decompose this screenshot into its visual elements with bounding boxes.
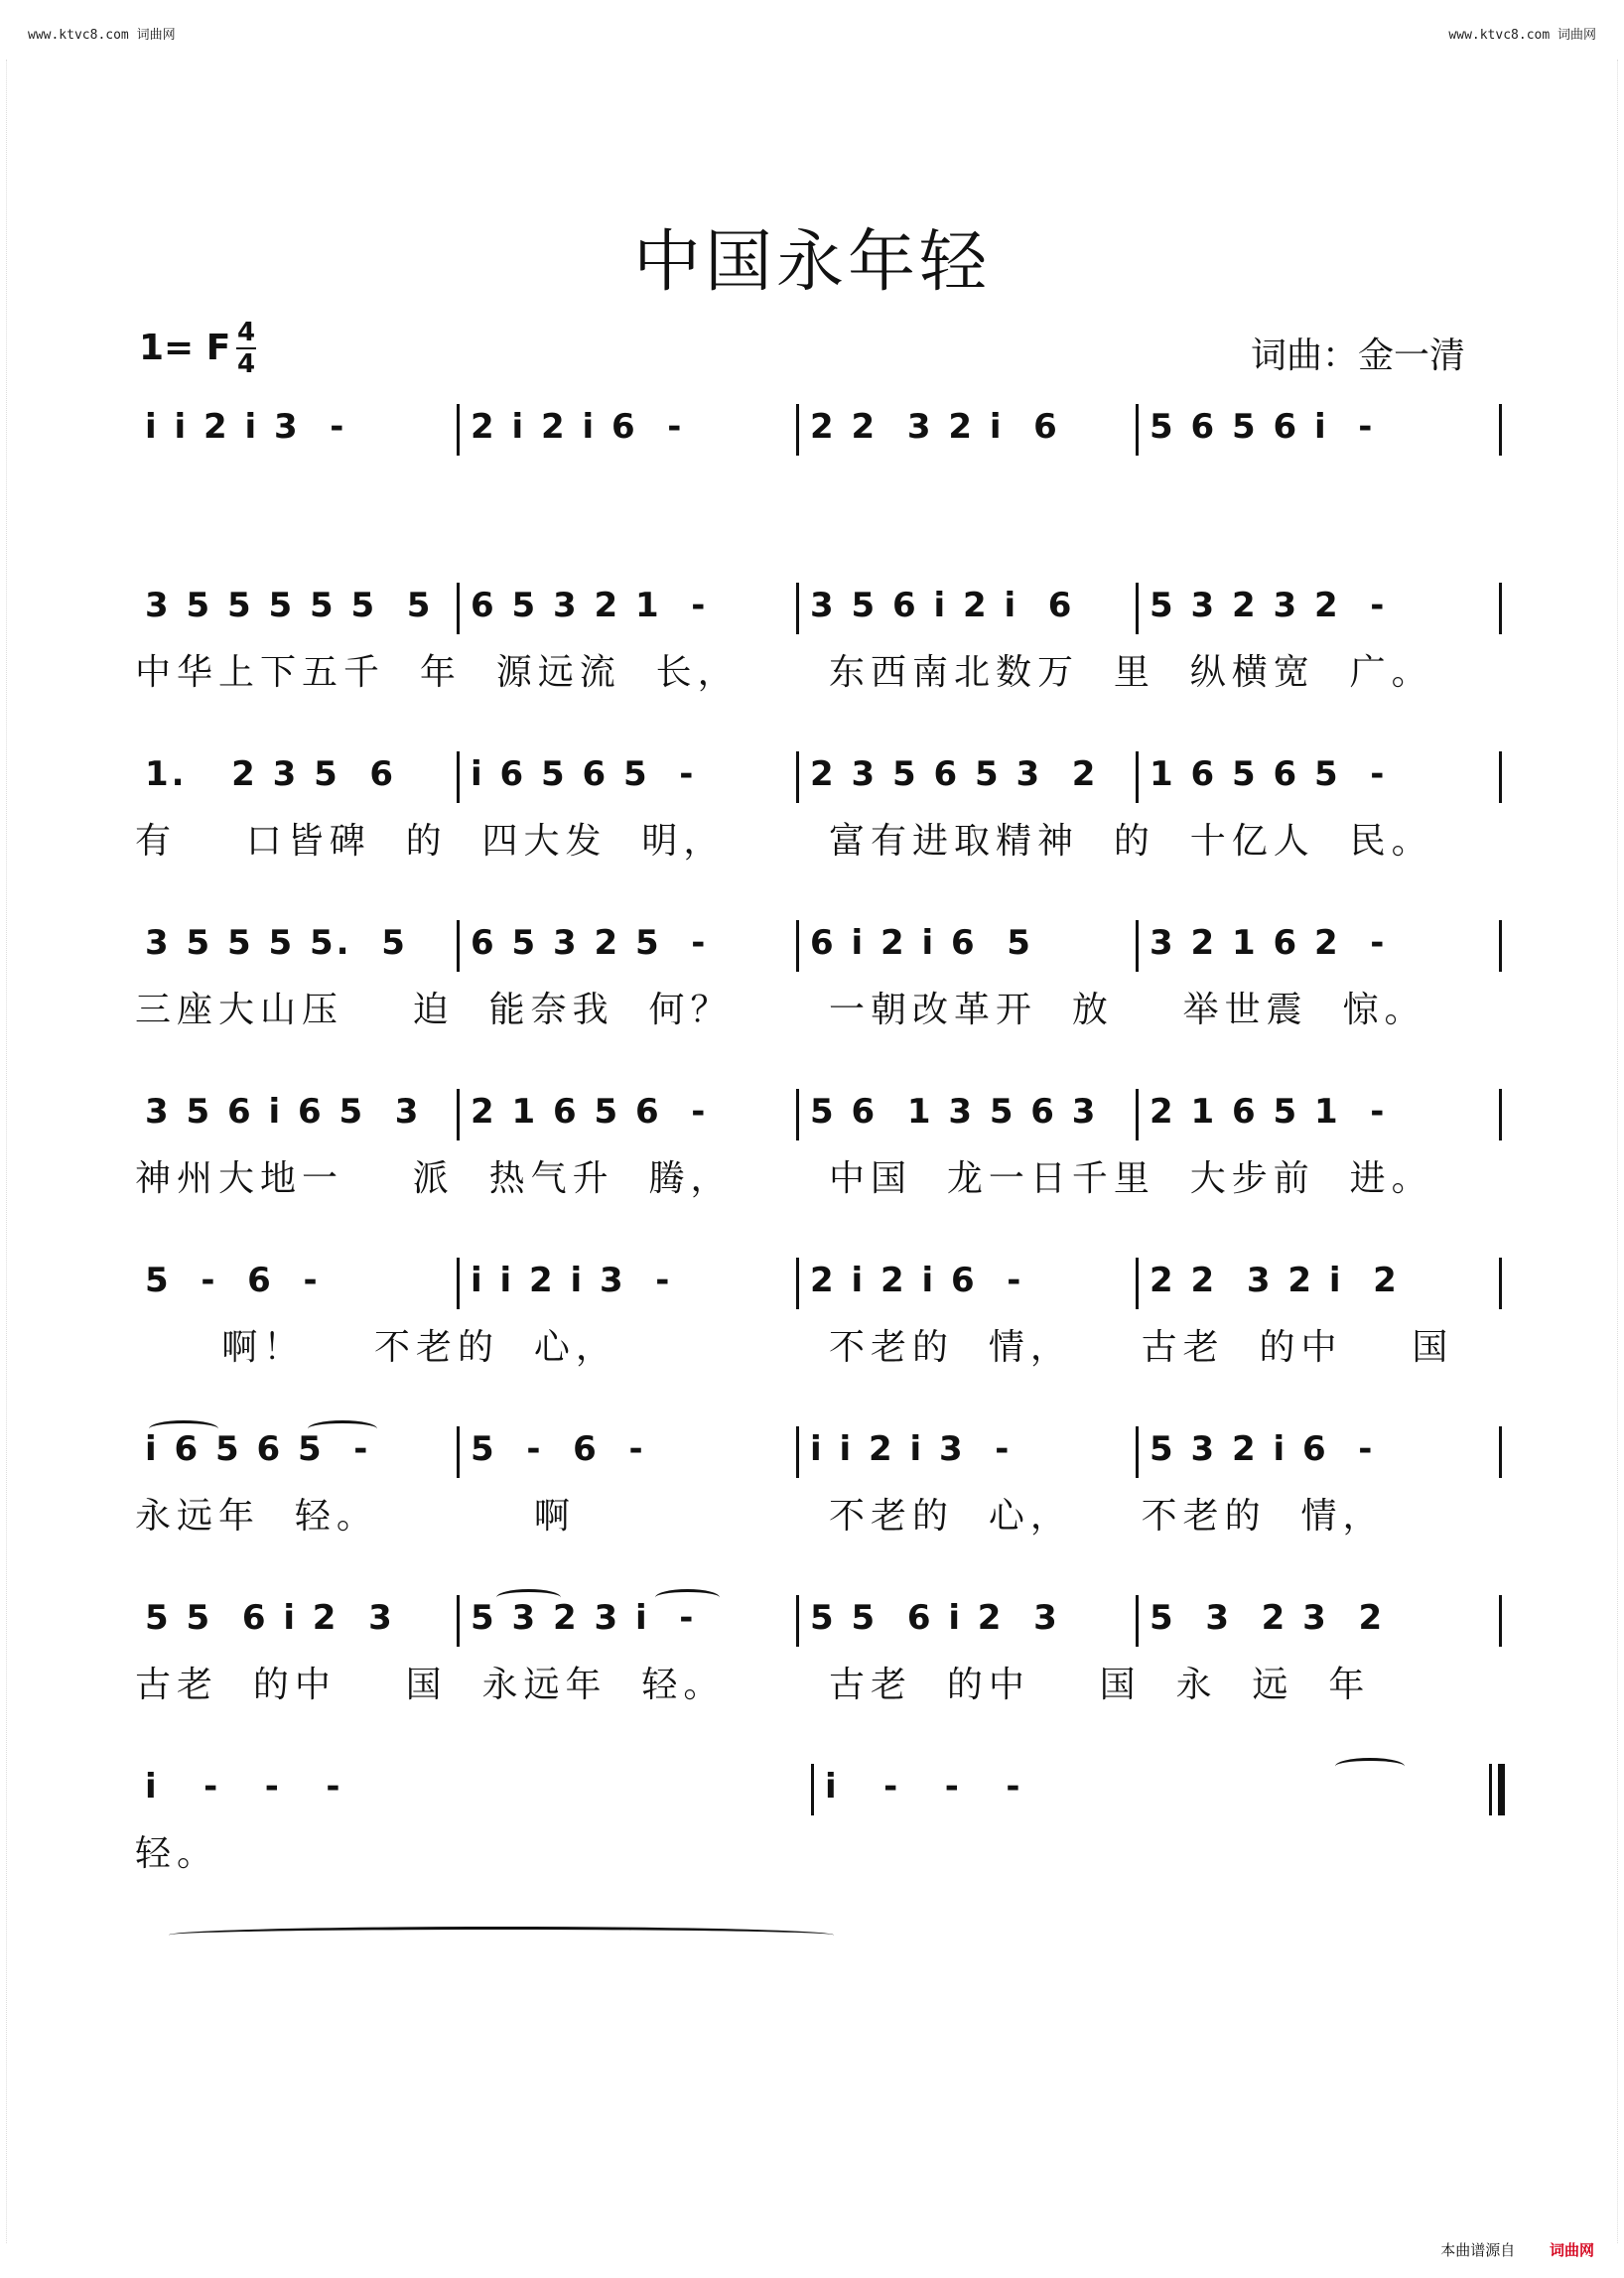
tie-arc — [496, 1589, 561, 1606]
tie-arc — [169, 1927, 834, 1943]
barline — [796, 1595, 799, 1647]
measure-notes: 5 3 2 i 6 - — [1150, 1429, 1376, 1469]
lyric-phrase: 不老的 心， 不老的 情， — [829, 1496, 1385, 1537]
final-barline — [1489, 1764, 1505, 1815]
measure — [1150, 1583, 1385, 1653]
notation-row — [139, 392, 1499, 462]
measure — [1150, 1246, 1400, 1315]
barline — [457, 583, 460, 634]
measure — [471, 392, 684, 462]
lyrics-row — [135, 978, 1499, 1037]
footer — [1440, 2239, 1594, 2260]
barline — [457, 1258, 460, 1309]
measure — [145, 1246, 321, 1315]
measure — [145, 1583, 395, 1653]
measure — [1150, 739, 1387, 809]
notation-row — [139, 739, 1499, 809]
lyrics-row — [135, 1653, 1499, 1712]
measure-notes: 5 5 6 i 2 3 — [810, 1598, 1060, 1638]
composer-credit: 词曲：金一清 — [1251, 335, 1466, 376]
measure-notes: 3 5 5 5 5 5 5 — [145, 586, 434, 625]
lyrics-row — [135, 1484, 1499, 1543]
barline — [1136, 1595, 1139, 1647]
lyric-phrase: 富有进取精神 的 十亿人 民。 — [829, 821, 1433, 862]
barline — [457, 404, 460, 456]
measure-notes: i 6 5 6 5 - — [145, 1429, 371, 1469]
barline — [1499, 1426, 1502, 1478]
barline — [1499, 751, 1502, 803]
measure — [145, 571, 433, 640]
measure-notes: 6 5 3 2 5 - — [471, 923, 709, 963]
barline — [1136, 1089, 1139, 1140]
measure — [471, 571, 708, 640]
measure — [471, 1077, 708, 1146]
measure — [810, 1077, 1098, 1146]
measure-notes: 2 i 2 i 6 - — [471, 407, 685, 447]
measure-notes: 3 5 6 i 2 i 6 — [810, 586, 1075, 625]
barline — [1499, 1258, 1502, 1309]
score-line — [135, 1752, 1499, 1881]
score-line — [135, 1583, 1499, 1712]
barline — [457, 751, 460, 803]
measure — [1150, 571, 1387, 640]
measure — [810, 1246, 1023, 1315]
watermark-strip-left — [6, 60, 21, 2243]
measure-notes: 3 5 6 i 6 5 3 — [145, 1092, 422, 1132]
measure — [810, 739, 1098, 809]
measure — [145, 908, 408, 978]
lyric-phrase: 啊！ 不老的 心， — [135, 1327, 617, 1368]
notation-row — [139, 1752, 1499, 1821]
measure — [1150, 392, 1375, 462]
measure — [810, 571, 1074, 640]
measure-notes: i 6 5 6 5 - — [471, 754, 697, 794]
measure-notes: 2 1 6 5 1 - — [1150, 1092, 1388, 1132]
measure-notes: 1 6 5 6 5 - — [1150, 754, 1388, 794]
lyric-phrase: 永远年 轻。 啊 — [135, 1496, 576, 1537]
notation-row — [139, 908, 1499, 978]
measure — [145, 739, 396, 809]
measure-notes: 5 6 5 6 i - — [1150, 407, 1376, 447]
notation-row — [139, 1246, 1499, 1315]
barline — [457, 920, 460, 972]
measure-notes: 5 - 6 - — [471, 1429, 646, 1469]
lyric-phrase: 古老 的中 国 永远年 轻。 — [135, 1665, 726, 1705]
measure-notes: 2 2 3 2 i 6 — [810, 407, 1060, 447]
measure-notes: 5 3 2 3 2 — [1150, 1598, 1386, 1638]
barline — [1499, 1595, 1502, 1647]
header-site-right: www.ktvc8.com 词曲网 — [1448, 28, 1596, 43]
key-signature: 1= F — [139, 328, 231, 368]
barline — [457, 1595, 460, 1647]
measure-notes: 3 5 5 5 5. 5 — [145, 923, 408, 963]
header-site-left: www.ktvc8.com 词曲网 — [28, 28, 176, 43]
barline — [796, 751, 799, 803]
measure-notes: i i 2 i 3 - — [471, 1261, 673, 1300]
footer-brand: 词曲网 — [1549, 2241, 1594, 2259]
lyrics-row — [135, 809, 1499, 869]
measure-notes: i - - - — [145, 1767, 343, 1807]
measure-notes: 2 1 6 5 6 - — [471, 1092, 709, 1132]
tie-arc — [149, 1420, 218, 1437]
barline — [796, 920, 799, 972]
lyric-phrase: 神州大地一 派 热气升 腾， — [135, 1158, 733, 1199]
song-title: 中国永年轻 — [632, 223, 991, 302]
barline — [1136, 1426, 1139, 1478]
notation-row — [139, 1077, 1499, 1146]
lyrics-row — [139, 462, 1499, 521]
lyrics-row — [135, 1146, 1499, 1206]
tie-arc — [308, 1420, 377, 1437]
measure-notes: 5 6 1 3 5 6 3 — [810, 1092, 1099, 1132]
measure — [471, 908, 708, 978]
measure-notes: 3 2 1 6 2 - — [1150, 923, 1388, 963]
time-signature — [236, 318, 256, 379]
measure — [471, 739, 696, 809]
measure-notes: i - - - — [825, 1767, 1023, 1807]
score-line — [135, 908, 1499, 1037]
measure-notes: 5 - 6 - — [145, 1261, 321, 1300]
measure — [810, 392, 1060, 462]
score-line — [135, 1246, 1499, 1375]
barline — [1136, 583, 1139, 634]
score-line — [139, 392, 1499, 521]
barline — [1499, 1089, 1502, 1140]
lyric-phrase: 中华上下五千 年 源远流 长， — [135, 652, 740, 693]
footer-source: 本曲谱源自 — [1440, 2241, 1516, 2259]
score-line — [135, 571, 1499, 700]
measure-notes: 2 2 3 2 i 2 — [1150, 1261, 1400, 1300]
notation-row — [139, 1583, 1499, 1653]
barline — [796, 1426, 799, 1478]
time-signature-top: 4 — [236, 318, 256, 347]
lyric-phrase: 有 口皆碑 的 四大发 明， — [135, 821, 726, 862]
measure — [810, 1414, 1012, 1484]
score-line — [135, 739, 1499, 869]
measure-notes: i i 2 i 3 - — [810, 1429, 1013, 1469]
barline — [796, 1258, 799, 1309]
measure — [145, 392, 346, 462]
barline — [796, 583, 799, 634]
barline — [1136, 920, 1139, 972]
measure — [1150, 1077, 1387, 1146]
measure-notes: 5 5 6 i 2 3 — [145, 1598, 395, 1638]
barline — [1136, 404, 1139, 456]
lyrics-row — [135, 1821, 1499, 1881]
watermark-strip-right — [1603, 60, 1618, 2243]
tie-arc — [655, 1589, 720, 1606]
measure-notes: 1. 2 3 5 6 — [145, 754, 397, 794]
measure-notes: 5 3 2 3 2 - — [1150, 586, 1388, 625]
measure-notes: 6 5 3 2 1 - — [471, 586, 709, 625]
lyric-phrase: 一朝改革开 放 举世震 惊。 — [829, 990, 1426, 1030]
measure-notes: 5 3 2 3 i - — [471, 1598, 697, 1638]
barline — [1499, 583, 1502, 634]
barline — [457, 1089, 460, 1140]
measure — [825, 1752, 1023, 1821]
notation-row — [139, 571, 1499, 640]
barline — [1499, 404, 1502, 456]
barline — [796, 1089, 799, 1140]
measure — [145, 1752, 343, 1821]
measure-notes: 2 i 2 i 6 - — [810, 1261, 1024, 1300]
lyrics-row — [135, 640, 1499, 700]
lyric-phrase: 中国 龙一日千里 大步前 进。 — [829, 1158, 1433, 1199]
lyric-phrase: 三座大山压 迫 能奈我 何？ — [135, 990, 733, 1030]
measure-notes: 6 i 2 i 6 5 — [810, 923, 1033, 963]
measure — [810, 908, 1033, 978]
barline — [796, 404, 799, 456]
barline — [457, 1426, 460, 1478]
lyrics-row — [135, 1315, 1499, 1375]
tie-arc — [1335, 1758, 1405, 1775]
measure — [471, 1414, 646, 1484]
measure-notes: 2 3 5 6 5 3 2 — [810, 754, 1099, 794]
lyric-phrase: 东西南北数万 里 纵横宽 广。 — [829, 652, 1433, 693]
barline — [1136, 751, 1139, 803]
time-signature-bottom: 4 — [236, 349, 256, 379]
measure — [145, 1077, 421, 1146]
lyric-phrase: 古老 的中 国 永 远 年 — [829, 1665, 1371, 1705]
measure — [1150, 1414, 1375, 1484]
barline — [811, 1764, 814, 1815]
barline — [1136, 1258, 1139, 1309]
measure — [810, 1583, 1060, 1653]
measure-notes: i i 2 i 3 - — [145, 407, 347, 447]
lyric-phrase: 轻。 — [135, 1833, 219, 1874]
barline — [1499, 920, 1502, 972]
score-line — [135, 1077, 1499, 1206]
measure — [1150, 908, 1387, 978]
measure — [471, 1246, 672, 1315]
lyric-phrase: 不老的 情， 古老 的中 国 — [829, 1327, 1454, 1368]
